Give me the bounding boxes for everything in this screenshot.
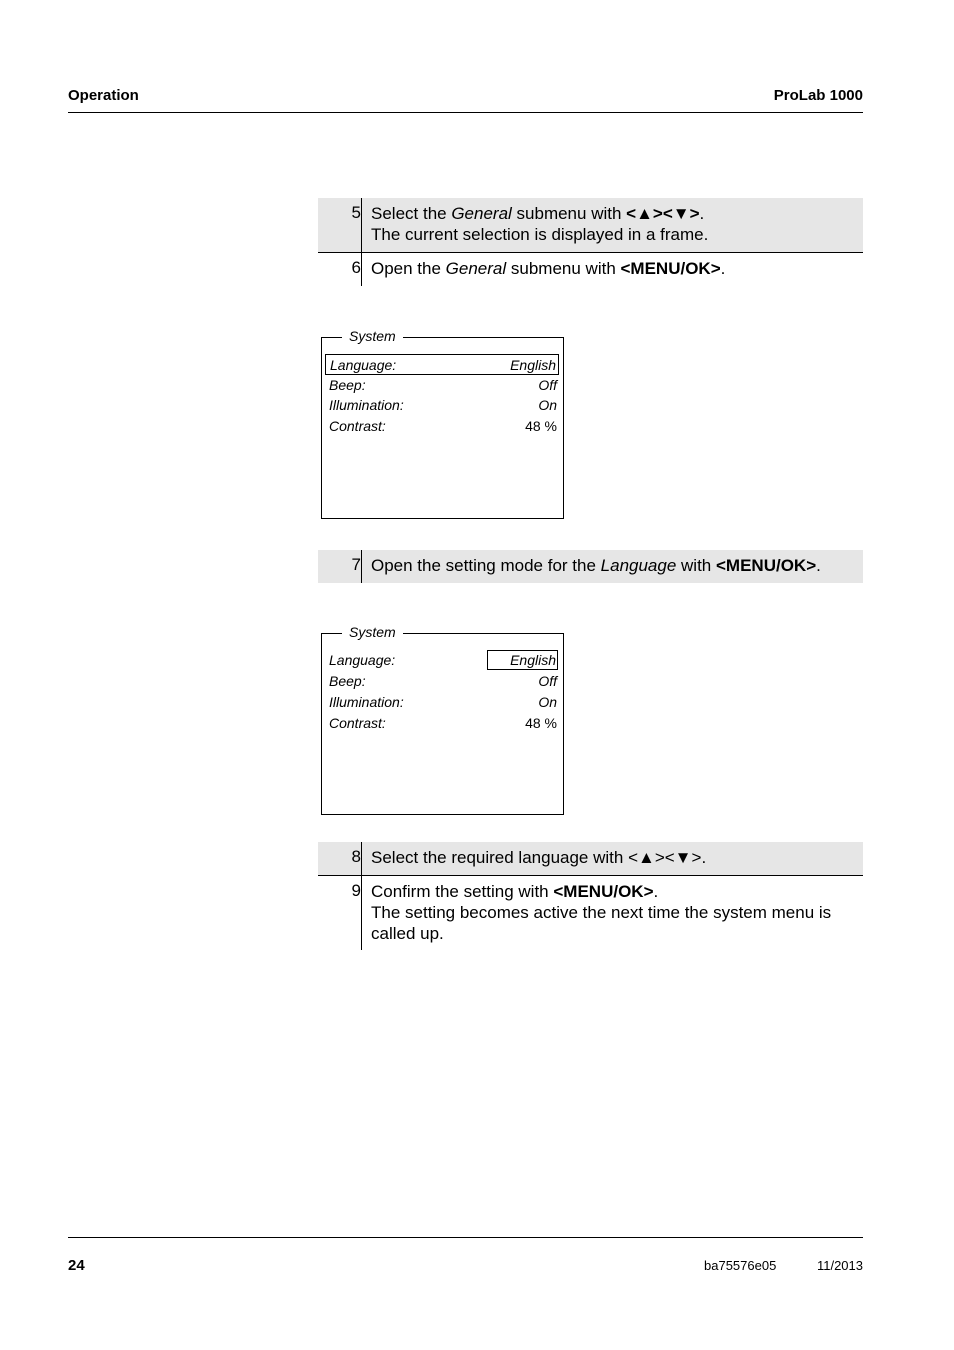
step-text-part: submenu with <box>511 204 627 223</box>
value-selection-frame <box>487 650 558 670</box>
document-id: ba75576e05 <box>704 1258 777 1273</box>
step-text-line2: The current selection is displayed in a frame. <box>371 225 709 244</box>
step-text-part: . <box>699 204 705 223</box>
footer-rule <box>68 1237 863 1238</box>
step-text-part: Select the <box>371 204 452 223</box>
row-value: 48 % <box>525 715 557 731</box>
display-row-illumination: Illumination: On <box>329 694 557 710</box>
display-row-beep: Beep: Off <box>329 673 557 689</box>
step-text-part: Open the setting mode for the <box>371 556 601 575</box>
step-text-italic: General <box>445 259 507 278</box>
row-label: Beep <box>329 673 362 689</box>
step-text-part: . <box>653 882 659 901</box>
row-value: Off <box>538 377 557 393</box>
step-text-part: submenu with <box>506 259 621 278</box>
page-number: 24 <box>68 1257 85 1274</box>
display-title: System <box>342 624 403 640</box>
step-number: 5 <box>351 203 361 222</box>
row-label: Illumination <box>329 694 400 710</box>
step-row-8 <box>318 842 863 876</box>
step-text <box>362 198 863 252</box>
row-label: Language <box>329 652 392 668</box>
step-number: 6 <box>351 258 361 277</box>
step-text-part: Open the <box>371 259 446 278</box>
display-row-contrast: Contrast: 48 % <box>329 715 557 731</box>
step-text-part: with <box>676 556 716 575</box>
system-display-2 <box>321 624 564 815</box>
step-text-part: . <box>816 556 821 575</box>
step-number: 7 <box>351 555 361 574</box>
display-title: System <box>342 328 403 344</box>
document-date: 11/2013 <box>816 1258 863 1273</box>
step-table-b <box>318 550 863 583</box>
row-label: Illumination <box>329 397 400 413</box>
step-row-9 <box>318 876 863 950</box>
row-value: On <box>538 397 557 413</box>
display-row-contrast: Contrast: 48 % <box>329 418 557 434</box>
row-label: Contrast <box>329 418 382 434</box>
step-row-7 <box>318 550 863 583</box>
step-text-line2: The setting becomes active the next time the system menu is called up. <box>371 903 832 943</box>
step-text-italic: General <box>451 204 512 223</box>
step-text <box>362 842 863 875</box>
step-text-part: Select the required language with <box>371 848 629 867</box>
header-rule <box>68 112 863 113</box>
step-text-part: Confirm the setting with <box>371 882 554 901</box>
step-text-italic: Language <box>600 556 677 575</box>
header-section: Operation <box>68 87 139 104</box>
step-text <box>362 876 863 950</box>
row-value: Off <box>538 673 557 689</box>
step-key: <▲><▼> <box>628 848 702 867</box>
step-row-5 <box>318 198 863 253</box>
step-table-c <box>318 842 863 950</box>
row-label: Language <box>330 357 393 373</box>
step-text-part: . <box>701 848 707 867</box>
step-key: <MENU/OK> <box>620 259 721 278</box>
step-text-part: . <box>720 259 726 278</box>
display-row-language: Language: English <box>325 354 559 375</box>
step-text <box>362 550 863 583</box>
system-display-1 <box>321 328 564 519</box>
step-row-6 <box>318 253 863 286</box>
display-row-beep: Beep: Off <box>329 377 557 393</box>
header-product: ProLab 1000 <box>773 87 863 104</box>
step-key: <MENU/OK> <box>553 882 654 901</box>
row-value: 48 % <box>525 418 557 434</box>
step-table-a <box>318 198 863 286</box>
step-key: <MENU/OK> <box>715 556 817 575</box>
row-label: Contrast <box>329 715 382 731</box>
step-key: <▲><▼> <box>626 204 700 223</box>
step-text <box>362 253 863 286</box>
display-row-illumination: Illumination: On <box>329 397 557 413</box>
row-label: Beep <box>329 377 362 393</box>
row-value: English <box>510 652 556 668</box>
row-value: English <box>510 357 556 373</box>
step-number: 9 <box>351 881 361 900</box>
row-value: On <box>538 694 557 710</box>
display-row-language: Language: English <box>329 652 556 668</box>
step-number: 8 <box>351 847 361 866</box>
